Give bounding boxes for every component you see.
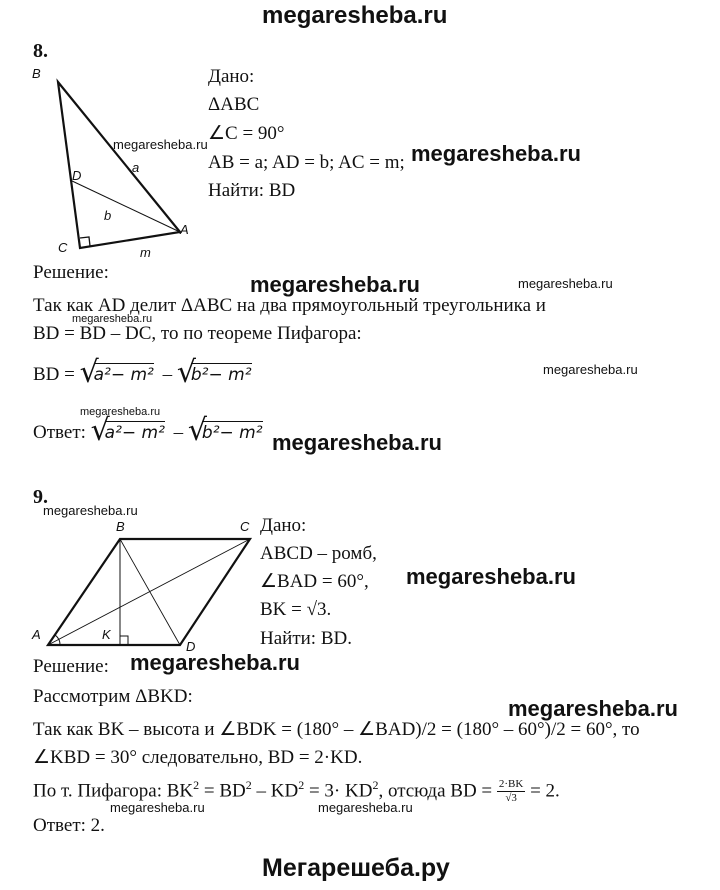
- p8-solution-2: BD = BD – DC, то по теореме Пифагора:: [33, 323, 362, 344]
- problem-9-rhombus-diagram: [30, 515, 260, 655]
- sqrt-a2-m2: √ a²− m²: [79, 355, 154, 390]
- p9-solution-title: Решение:: [33, 656, 109, 677]
- problem-8-triangle-diagram: [30, 62, 210, 262]
- label-a: a: [132, 160, 140, 175]
- p8-given-3: AB = a; AD = b; AC = m;: [208, 152, 405, 173]
- p9-given-1: ABCD – ромб,: [260, 543, 377, 564]
- watermark: megaresheba.ru: [406, 564, 576, 589]
- p8-given-2: ∠C = 90°: [208, 123, 285, 144]
- label-K: K: [102, 627, 111, 642]
- header-watermark: megaresheba.ru: [262, 2, 448, 29]
- watermark: megaresheba.ru: [411, 141, 581, 166]
- p9-given-2: ∠BAD = 60°,: [260, 571, 369, 592]
- label-A: A: [32, 627, 41, 642]
- label-D: D: [72, 168, 82, 183]
- p9-line-1: Рассмотрим ΔBKD:: [33, 686, 193, 707]
- watermark: megaresheba.ru: [272, 430, 442, 455]
- sqrt-b2-m2: √ b²− m²: [176, 355, 252, 390]
- p8-solution-title: Решение:: [33, 262, 109, 283]
- p8-answer: Ответ: √ a²− m² – √ b²− m²: [33, 413, 263, 448]
- problem-9-number: 9.: [33, 486, 48, 508]
- label-B: B: [32, 66, 41, 81]
- watermark: megaresheba.ru: [543, 362, 638, 377]
- watermark: megaresheba.ru: [110, 800, 205, 815]
- fraction-2bk-sqrt3: $\frac{2\cdot BK}{√3}$: [498, 778, 524, 805]
- p9-line-3: ∠KBD = 30° следовательно, BD = 2·KD.: [33, 747, 363, 768]
- watermark: megaresheba.ru: [72, 313, 153, 325]
- p9-line-4: По т. Пифагора: $BK^2 = BD^2 - KD^2 = 3\cdot KD^2$, отсюда BD = $\frac{2\cdot BK}{√3}$ = 2.: [33, 778, 560, 805]
- p9-answer: Ответ: 2.: [33, 815, 105, 836]
- problem-8-number: 8.: [33, 40, 48, 62]
- p9-line-2: Так как BK – высота и ∠BDK = (180° – ∠BAD)/2 = (180° – 60°)/2 = 60°, то: [33, 719, 640, 740]
- label-A: A: [180, 222, 189, 237]
- p8-find: Найти: BD: [208, 180, 296, 201]
- p9-given-title: Дано:: [260, 515, 307, 536]
- p8-given-1: ΔABC: [208, 94, 260, 115]
- watermark: megaresheba.ru: [250, 272, 420, 297]
- p8-bd-formula: BD = √ a²− m² – √ b²− m²: [33, 355, 252, 390]
- p9-given-3: BK = √3.: [260, 599, 332, 620]
- watermark: megaresheba.ru: [508, 696, 678, 721]
- p9-find: Найти: BD.: [260, 628, 352, 649]
- label-B: B: [116, 519, 125, 534]
- label-C: C: [58, 240, 68, 255]
- p8-given-title: Дано:: [208, 66, 255, 87]
- label-m: m: [140, 245, 151, 260]
- watermark: megaresheba.ru: [318, 800, 413, 815]
- watermark: megaresheba.ru: [113, 137, 208, 152]
- watermark: megaresheba.ru: [80, 406, 161, 418]
- footer-watermark: Мегарешеба.ру: [262, 854, 450, 882]
- label-D: D: [186, 639, 196, 654]
- label-C: C: [240, 519, 250, 534]
- label-b: b: [104, 208, 112, 223]
- p8-solution-1: Так как AD делит ΔABC на два прямоугольный треугольника и: [33, 295, 546, 316]
- watermark: megaresheba.ru: [43, 503, 138, 518]
- watermark: megaresheba.ru: [130, 650, 300, 675]
- watermark: megaresheba.ru: [518, 276, 613, 291]
